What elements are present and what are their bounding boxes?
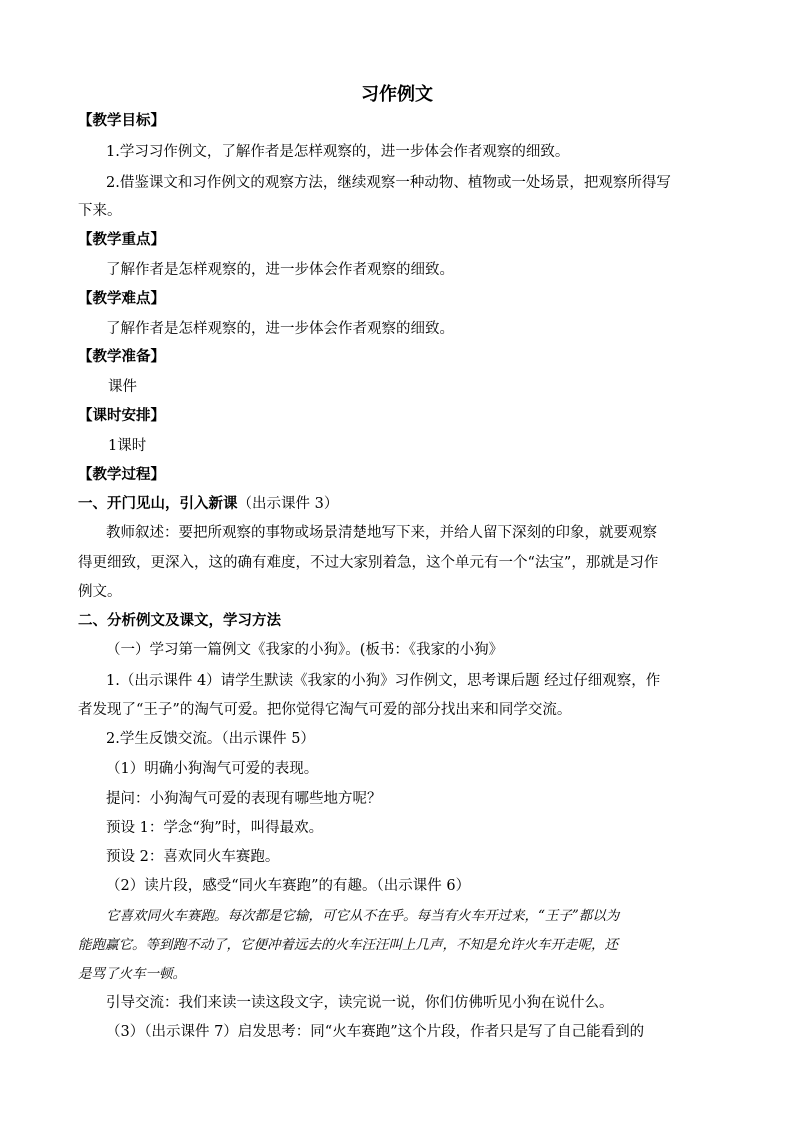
heading-difficulties: 【教学难点】: [78, 291, 165, 307]
heading-process: 【教学过程】: [78, 467, 165, 483]
difficulties-text: 了解作者是怎样观察的，进一步体会作者观察的细致。: [106, 321, 454, 337]
document-title: 习作例文: [361, 84, 433, 105]
excerpt-line-2: 能跑赢它。等到跑不动了，它便冲着远去的火车汪汪叫上几声，不知是允许火车开走呢，还: [78, 937, 618, 953]
step-2-3: （3）（出示课件 7）启发思考：同“火车赛跑”这个片段，作者只是写了自己能看到的: [106, 1024, 645, 1040]
question: 提问：小狗淘气可爱的表现有哪些地方呢？: [106, 791, 382, 807]
objective-1: 1.学习习作例文，了解作者是怎样观察的，进一步体会作者观察的细致。: [106, 144, 570, 160]
key-points-text: 了解作者是怎样观察的，进一步体会作者观察的细致。: [106, 262, 454, 278]
section-2-heading: 二、分析例文及课文，学习方法: [78, 613, 281, 629]
heading-objectives: 【教学目标】: [78, 113, 165, 129]
excerpt-line-3: 是骂了火车一顿。: [78, 966, 186, 982]
section-1-heading: 一、开门见山，引入新课: [78, 496, 238, 512]
teacher-narration-line-2: 得更细致，更深入，这的确有难度，不过大家别着急，这个单元有一个“法宝”，那就是习作: [78, 555, 659, 571]
teacher-narration-line-1: 教师叙述：要把所观察的事物或场景清楚地写下来，并给人留下深刻的印象，就要观察: [106, 525, 657, 541]
step-1-line-2: 者发现了“王子”的淘气可爱。把你觉得它淘气可爱的部分找出来和同学交流。: [78, 702, 572, 718]
preparation-text: 课件: [108, 379, 137, 395]
heading-key-points: 【教学重点】: [78, 232, 165, 248]
step-1-line-1: 1.（出示课件 4）请学生默读《我家的小狗》习作例文，思考课后题 经过仔细观察，作: [106, 673, 661, 689]
teacher-narration-line-3: 例文。: [78, 584, 122, 600]
objective-2-line-1: 2.借鉴课文和习作例文的观察方法，继续观察一种动物、植物或一处场景，把观察所得写: [106, 175, 671, 191]
section-1-heading-line: [78, 494, 338, 514]
preset-1: 预设 1：学念“狗”时，叫得最欢。: [106, 820, 324, 836]
subsection-1-heading: （一）学习第一篇例文《我家的小狗》。(板书：《我家的小狗》: [106, 642, 504, 658]
step-2-2: （2）读片段，感受“同火车赛跑”的有趣。（出示课件 6）: [106, 878, 471, 894]
heading-preparation: 【教学准备】: [78, 349, 165, 365]
schedule-text: 1课时: [108, 438, 147, 454]
excerpt-line-1: 它喜欢同火车赛跑。每次都是它输，可它从不在乎。每当有火车开过来，“王子”都以为: [106, 908, 620, 924]
step-2-1: （1）明确小狗淘气可爱的表现。: [106, 761, 319, 777]
guided-discussion: 引导交流：我们来读一读这段文字，读完说一说，你们仿佛听见小狗在说什么。: [106, 995, 614, 1011]
step-2: 2.学生反馈交流。（出示课件 5）: [106, 731, 315, 747]
objective-2-line-2: 下来。: [78, 203, 122, 219]
heading-schedule: 【课时安排】: [78, 408, 165, 424]
section-1-courseware-note: （出示课件 3）: [237, 496, 339, 512]
preset-2: 预设 2：喜欢同火车赛跑。: [106, 849, 280, 865]
